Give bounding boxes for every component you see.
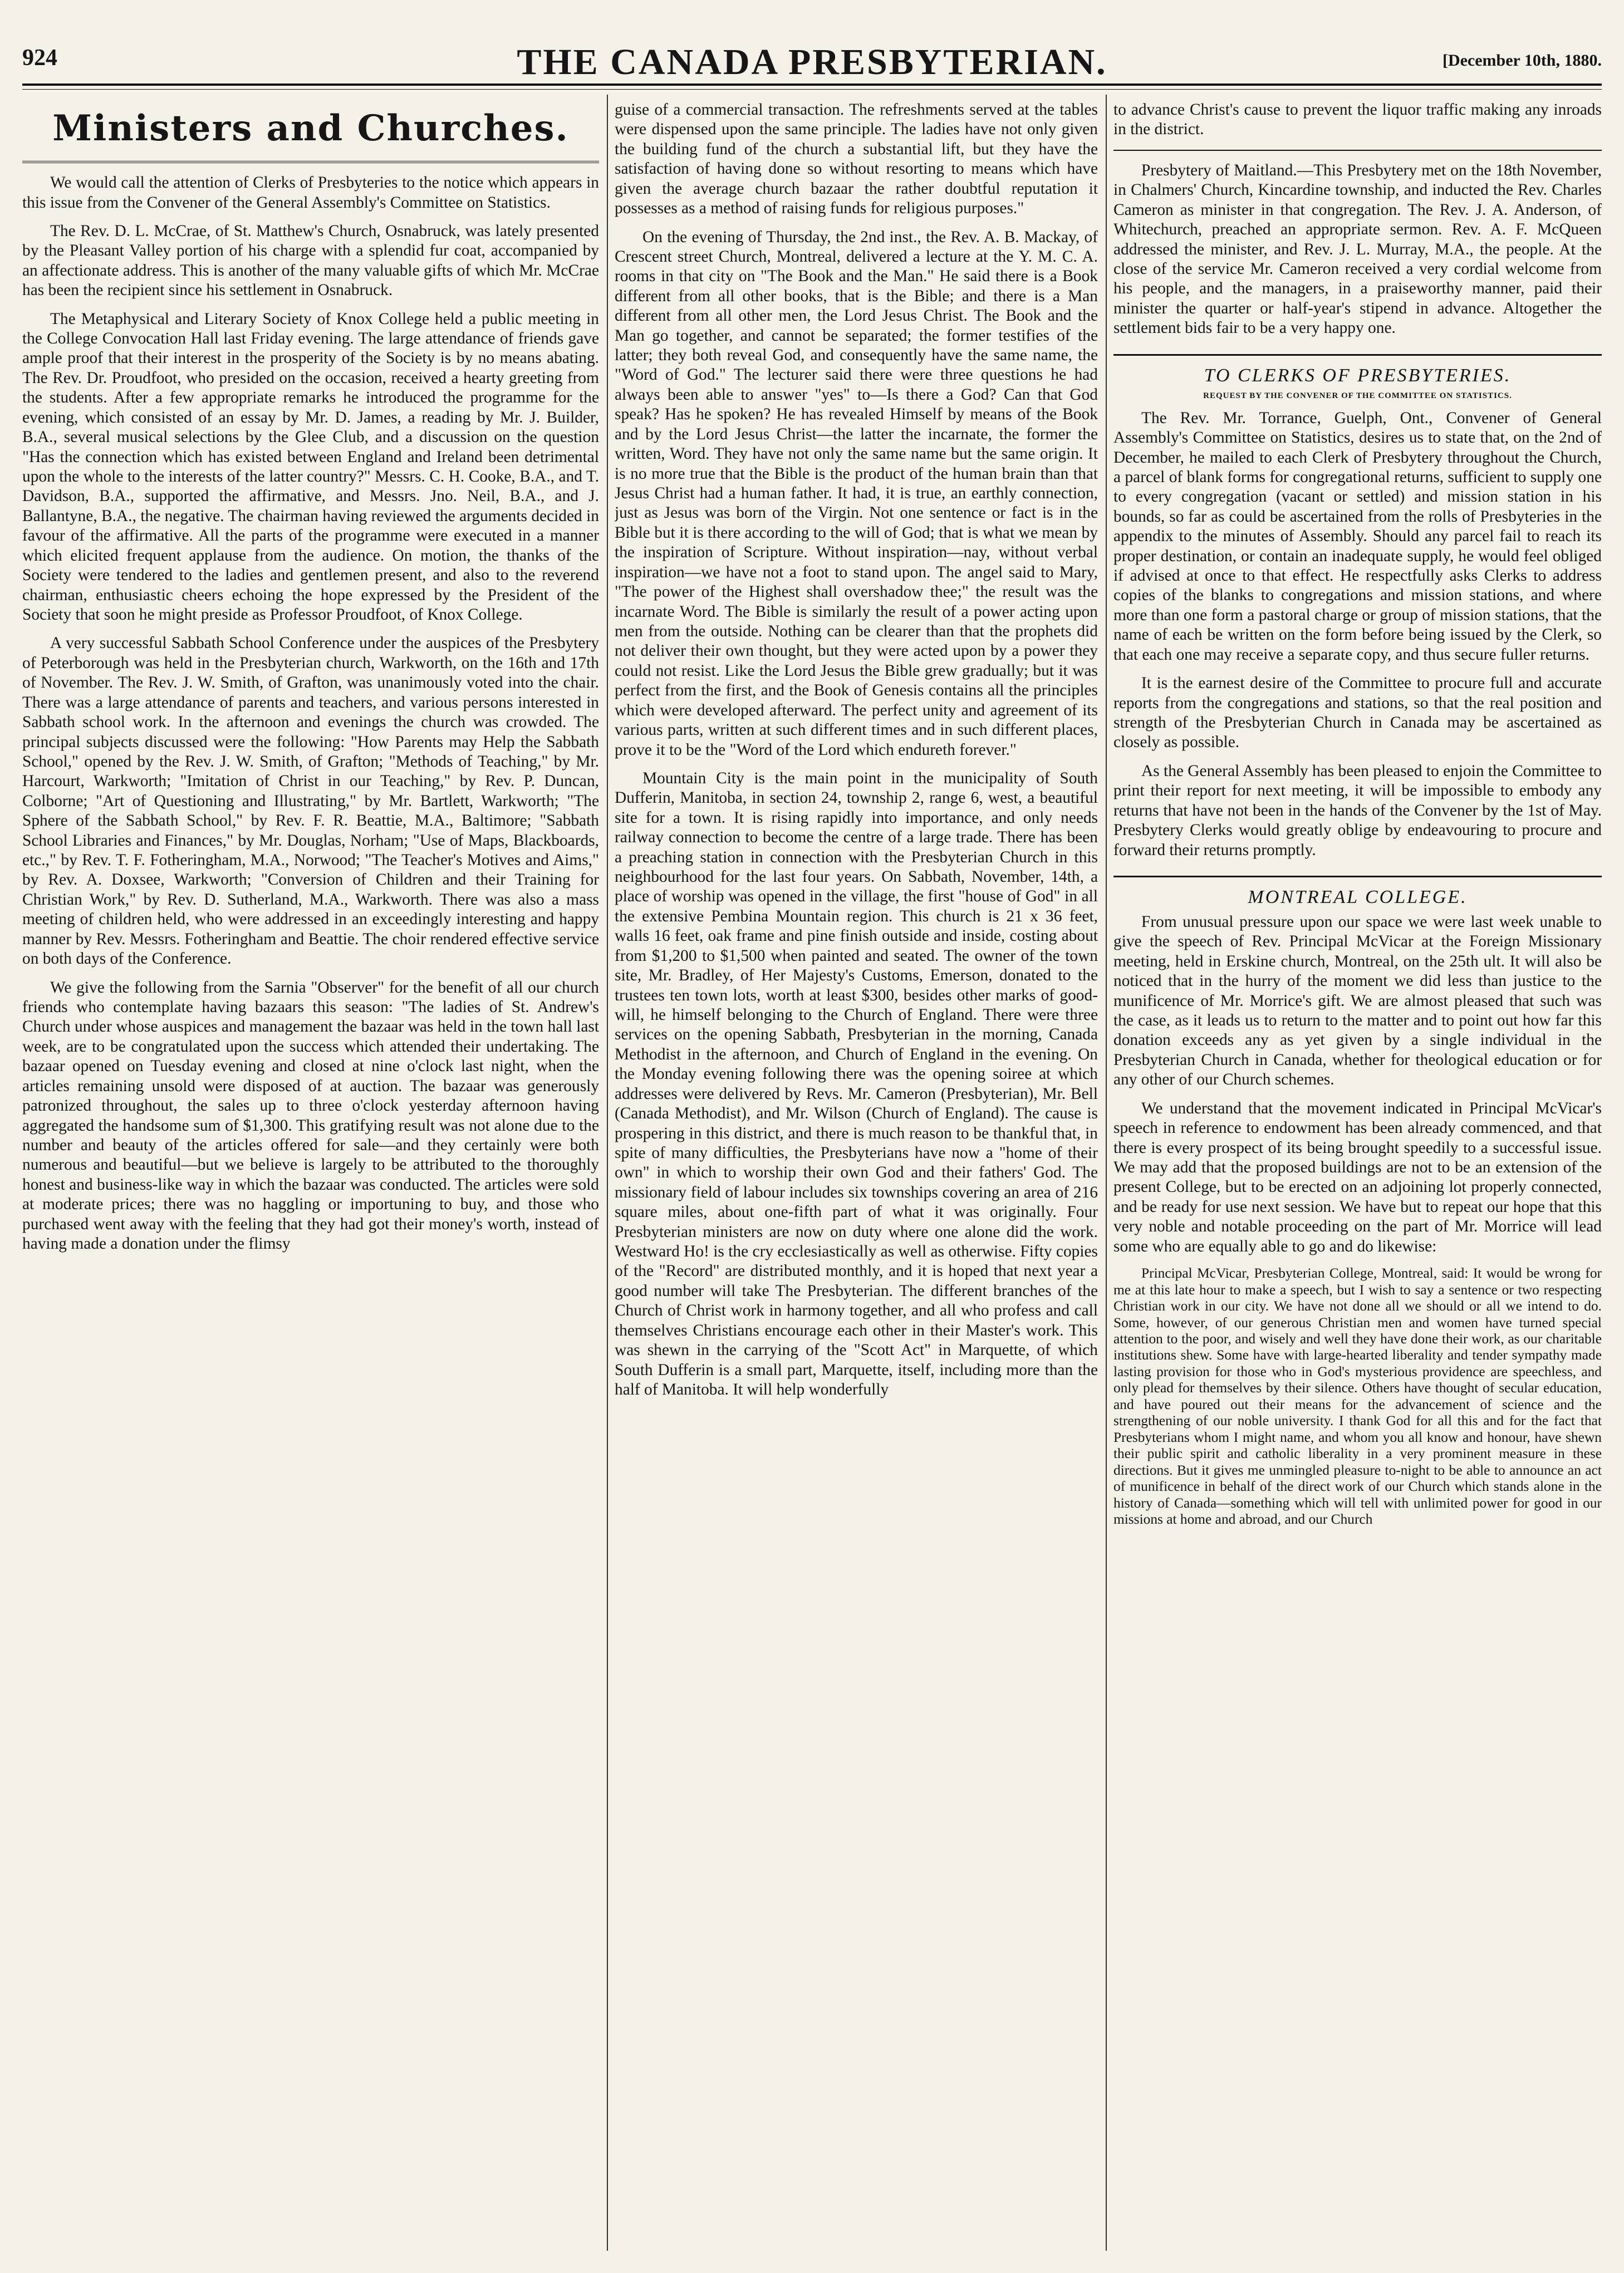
column-2: [615, 100, 1098, 2251]
article-paragraph: We would call the attention of Clerks of Presbyteries to the notice which appears in this issue from the Convener of the General Assembly's Committee on Statistics.: [22, 174, 599, 212]
clerks-heading: TO CLERKS OF PRESBYTERIES.: [1113, 354, 1602, 387]
page-title: THE CANADA PRESBYTERIAN.: [517, 42, 1107, 82]
article-paragraph: As the General Assembly has been pleased to enjoin the Committee to print their report for next meeting, it will be impossible to embody any returns that have not been in the hands of the Convener by the 1st of May. Presbytery Clerks would greatly oblige by endeavouring to procure and forward their returns promptly.: [1113, 762, 1602, 859]
section-heading: Ministers and Churches.: [22, 100, 599, 163]
article-paragraph: A very successful Sabbath School Conference under the auspices of the Presbytery of Peterborough was held in the Presbyterian church, Warkworth, on the 16th and 17th of November. The Rev. J. W. Smith, of Grafton, was unanimously voted into the chair. There was a large attendance of parents and teachers, and various persons interested in Sabbath school work. In the afternoon and evenings the church was crowded. The principal subjects discussed were the following: "How Parents may Help the Sabbath School," opened by the Rev. J. W. Smith, of Grafton; "Methods of Teaching," by Mr. Harcourt, Warkworth; "Imitation of Christ in our Teaching," by Rev. P. Duncan, Colborne; "Art of Questioning and Illustrating," by Mr. Bartlett, Warkworth; "The Sphere of the Sabbath School," by Rev. F. R. Beattie, M.A., Baltimore; "Sabbath School Libraries and Finances," by Mr. Douglas, Norham; "Use of Maps, Blackboards, etc.," by Rev. T. F. Fotheringham, M.A., Norwood; "The Teacher's Motives and Aims," by Rev. A. Doxsee, Warkworth; "Conversion of Children and their Training for Christian Work," by Rev. D. Sutherland, M.A., Warkworth. There was also a mass meeting of children held, who were addressed in an exceedingly interesting and happy manner by Rev. Messrs. Fotheringham and Beattie. The choir rendered effective service on both days of the Conference.: [22, 634, 599, 968]
montreal-heading: MONTREAL COLLEGE.: [1113, 876, 1602, 909]
masthead-rule-thin: [22, 89, 1602, 90]
column-divider: [1106, 95, 1107, 2251]
column-1: [22, 100, 599, 2251]
column-divider: [607, 95, 608, 2251]
article-paragraph: On the evening of Thursday, the 2nd inst., the Rev. A. B. Mackay, of Crescent street Church, Montreal, delivered a lecture at the Y. M. C. A. rooms in that city on "The Book and the Man." He said there is a Book different from all other books, that is the Bible; and there is a Man different from all other men, the Lord Jesus Christ. The Book and the Man go together, and cannot be separated; the former testifies of the latter; they both reveal God, and consequently have the same name, the "Word of God." The lecturer said there were three questions he had always been able to answer "yes" to—Is there a God? Can that God speak? Has he spoken? He has revealed Himself by means of the Book and by the Lord Jesus Christ—the latter the incarnate, the former the written, Word. They have not only the same name but the same origin. It is no more true that the Bible is the product of the human brain than that Jesus Christ had a human father. It had, it is true, an earthly connection, just as Jesus was born of the Virgin. Not one sentence or fact is in the Bible but it is there according to the will of God; that is what we mean by the inspiration of Scripture. Without inspiration—nay, without verbal inspiration—we have not a foot to stand upon. The angel said to Mary, "The power of the Highest shall overshadow thee;" the result was the incarnate Word. The Bible is similarly the result of a power acting upon men from the outside. Nothing can be clearer than that the prophets did not deliver their own thought, but they were acted upon by a power they could not resist. Like the Lord Jesus the Bible grew gradually; but it was perfect from the first, and the Book of Genesis contains all the principles which were developed afterward. The perfect unity and agreement of its various parts, written at such different times and in such different places, prove it to be the "Word of the Lord which endureth forever.": [615, 228, 1098, 759]
article-paragraph: Presbytery of Maitland.—This Presbytery met on the 18th November, in Chalmers' Church, Kincardine township, and inducted the Rev. Charles Cameron as minister in that congregation. The Rev. J. A. Anderson, of Whitechurch, preached an appropriate sermon. Rev. A. F. McQueen addressed the minister, and Rev. J. L. Murray, M.A., the people. At the close of the service Mr. Cameron received a very cordial welcome from his people, and the managers, in a praiseworthy manner, paid their minister the quarter or half-year's stipend in advance. Altogether the settlement bids fair to be a very happy one.: [1113, 161, 1602, 337]
article-paragraph: The Rev. D. L. McCrae, of St. Matthew's Church, Osnabruck, was lately presented by the Pleasant Valley portion of his charge with a splendid fur coat, accompanied by an affectionate address. This is another of the many valuable gifts of which Mr. McCrae has been the recipient since his settlement in Osnabruck.: [22, 222, 599, 300]
masthead: [22, 12, 1602, 82]
divider: [1113, 150, 1602, 151]
article-paragraph: guise of a commercial transaction. The refreshments served at the tables were dispensed upon the same principle. The ladies have not only given the building fund of the church a substantial lift, but they have the satisfaction of having done so without resorting to means which have given the average church bazaar the rather doubtful reputation it possesses as a method of raising funds for religious purposes.": [615, 101, 1098, 218]
article-paragraph: From unusual pressure upon our space we were last week unable to give the speech of Rev. Principal McVicar at the Foreign Missionary meeting, held in Erskine church, Montreal, on the 25th ult. It will also be noticed that in the hurry of the moment we did less than justice to the munificence of Mr. Morrice's gift. We are almost pleased that such was the case, as it leads us to return to the matter and to point out how far this donation exceeds any as yet given by a single individual in the Presbyterian Church in Canada, whether for theological education or for any other of our Church schemes.: [1113, 912, 1602, 1089]
speech-paragraph: Principal McVicar, Presbyterian College, Montreal, said: It would be wrong for me at this late hour to make a speech, but I wish to say a sentence or two respecting Christian work in our city. We have not done all we should or all we intend to do. Some, however, of our generous Christian men and women have turned special attention to the poor, and wisely and well they have done their work, as our charitable institutions shew. Some have with large-hearted liberality and tender sympathy made lasting provision for those who in God's mysterious providence are speechless, and only plead for themselves by their silence. Others have thought of secular education, and have poured out their means for the advancement of science and the strengthening of our noble university. I thank God for all this and for the fact that Presbyterians whom I might name, and whom you all know and honour, have shewn their public spirit and catholic liberality in a very prominent measure in these directions. But it gives me unmingled pleasure to-night to be able to announce an act of munificence in behalf of the direct work of our Church which stands alone in the history of Canada—something which will tell with unlimited power for good in our missions at home and abroad, and our Church: [1113, 1265, 1602, 1528]
article-paragraph: The Metaphysical and Literary Society of Knox College held a public meeting in the College Convocation Hall last Friday evening. The large attendance of friends gave ample proof that their interest in the prosperity of the Society is by no means abating. The Rev. Dr. Proudfoot, who presided on the occasion, received a hearty greeting from the students. After a few appropriate remarks he introduced the programme for the evening, which consisted of an essay by Mr. D. James, a reading by Mr. J. Builder, B.A., several musical selections by the Glee Club, and a discussion on the question "Has the connection which has existed between England and Ireland been detrimental upon the whole to the interests of the latter country?" Messrs. C. H. Cooke, B.A., and T. Davidson, B.A., supported the affirmative, and Messrs. Jno. Neil, B.A., and J. Ballantyne, B.A., the negative. The chairman having reviewed the arguments decided in favour of the affirmative. All the parts of the programme were executed in a manner which elicited frequent applause from the audience. On motion, the thanks of the Society were tendered to the ladies and gentlemen present, and also to the reverend chairman, enthusiastic cheers echoing the hope expressed by the President of the Society that soon he might preside as Professor Proudfoot, of Knox College.: [22, 310, 599, 624]
masthead-rule: [22, 84, 1602, 86]
column-3: [1113, 100, 1602, 2251]
page-number: 924: [22, 45, 57, 71]
article-paragraph: We give the following from the Sarnia "Observer" for the benefit of all our church friends who contemplate having bazaars this season: "The ladies of St. Andrew's Church under whose auspices and management the bazaar was held in the town hall last week, are to be congratulated upon the success which attended their undertaking. The bazaar opened on Tuesday evening and closed at nine o'clock last night, when the articles remaining unsold were disposed of at auction. The bazaar was generously patronized throughout, the sales up to three o'clock yesterday afternoon having aggregated the handsome sum of $1,300. This gratifying result was not alone due to the number and beauty of the articles offered for sale—and they certainly were both numerous and beautiful—but we believe is largely to be attributed to the thoroughly honest and business-like way in which the bazaar was conducted. The articles were sold at moderate prices; there was no haggling or importuning to buy, and those who purchased went away with the feeling that they had got their money's worth, instead of having made a donation under the flimsy: [22, 978, 599, 1253]
article-paragraph: We understand that the movement indicated in Principal McVicar's speech in reference to endowment has been already commenced, and that there is every prospect of its being brought speedily to a successful issue. We may add that the proposed buildings are not to be an extension of the present College, but to be erected on an adjoining lot properly connected, and be ready for use next session. We have but to repeat our hope that this very noble and notable proceeding on the part of Mr. Morrice will lead some who are equally able to go and do likewise:: [1113, 1099, 1602, 1255]
article-paragraph: The Rev. Mr. Torrance, Guelph, Ont., Convener of General Assembly's Committee on Statistics, desires us to state that, on the 2nd of December, he mailed to each Clerk of Presbytery throughout the Church, a parcel of blank forms for congregational returns, sufficient to supply one to every congregation (vacant or settled) and mission station in his bounds, so far as could be ascertained from the rolls of Presbyteries in the appendix to the minutes of Assembly. Should any parcel fail to reach its proper destination, or contain an inadequate supply, he would feel obliged if advised at once to that effect. He respectfully asks Clerks to address copies of the blanks to congregations and mission stations, and where more than one form a pastoral charge or group of mission stations, that the name of each be written on the form before being issued by the Clerk, so that each one may receive a separate copy, and thus secure fuller returns.: [1113, 409, 1602, 664]
issue-date: [December 10th, 1880.: [1442, 51, 1602, 70]
article-paragraph: It is the earnest desire of the Committee to procure full and accurate reports from the congregations and stations, so that the real position and strength of the Presbyterian Church in Canada may be ascertained as closely as possible.: [1113, 674, 1602, 752]
article-paragraph: to advance Christ's cause to prevent the liquor traffic making any inroads in the district.: [1113, 101, 1602, 139]
clerks-subheading: REQUEST BY THE CONVENER OF THE COMMITTEE ON STATISTICS.: [1203, 391, 1512, 400]
article-paragraph: Mountain City is the main point in the municipality of South Dufferin, Manitoba, in section 24, township 2, range 6, west, a beautiful site for a town. It is rising rapidly into importance, and only needs railway connection to become the centre of a large trade. There has been a preaching station in connection with the Presbyterian Church in this neighbourhood for the last four years. On Sabbath, November, 14th, a place of worship was opened in the village, the first "house of God" in all the extensive Pembina Mountain region. This church is 21 x 36 feet, walls 16 feet, oak frame and pine finish outside and inside, costing about from $1,200 to $1,500 when painted and seated. The owner of the town site, Mr. Bradley, of Her Majesty's Customs, Emerson, donated to the trustees ten town lots, worth at least $300, besides other marks of good-will, he himself belonging to the Church of England. There were three services on the opening Sabbath, Presbyterian in the morning, Canada Methodist in the afternoon, and Church of England in the evening. On the Monday evening following there was the opening soiree at which addresses were delivered by Revs. Mr. Cameron (Presbyterian), Mr. Bell (Canada Methodist), and Mr. Wilson (Church of England). The cause is prospering in this district, and there is much reason to be thankful that, in spite of many difficulties, the Presbyterians have now a "home of their own" in which to worship their own God and their fathers' God. The missionary field of labour includes six townships covering an area of 216 square miles, about one-fifth part of what it was originally. Four Presbyterian ministers are now on duty where one alone did the work. Westward Ho! is the cry ecclesiastically as well as otherwise. Fifty copies of the "Record" are distributed monthly, and it is hoped that next year a good number will take The Presbyterian. The different branches of the Church of Christ work in harmony together, and all who profess and call themselves Christians encourage each other in their Master's work. This was shewn in the carrying of the "Scott Act" in Marquette, of which South Dufferin is a small part, Marquette, itself, including more than the half of Manitoba. It will help wonderfully: [615, 769, 1098, 1398]
